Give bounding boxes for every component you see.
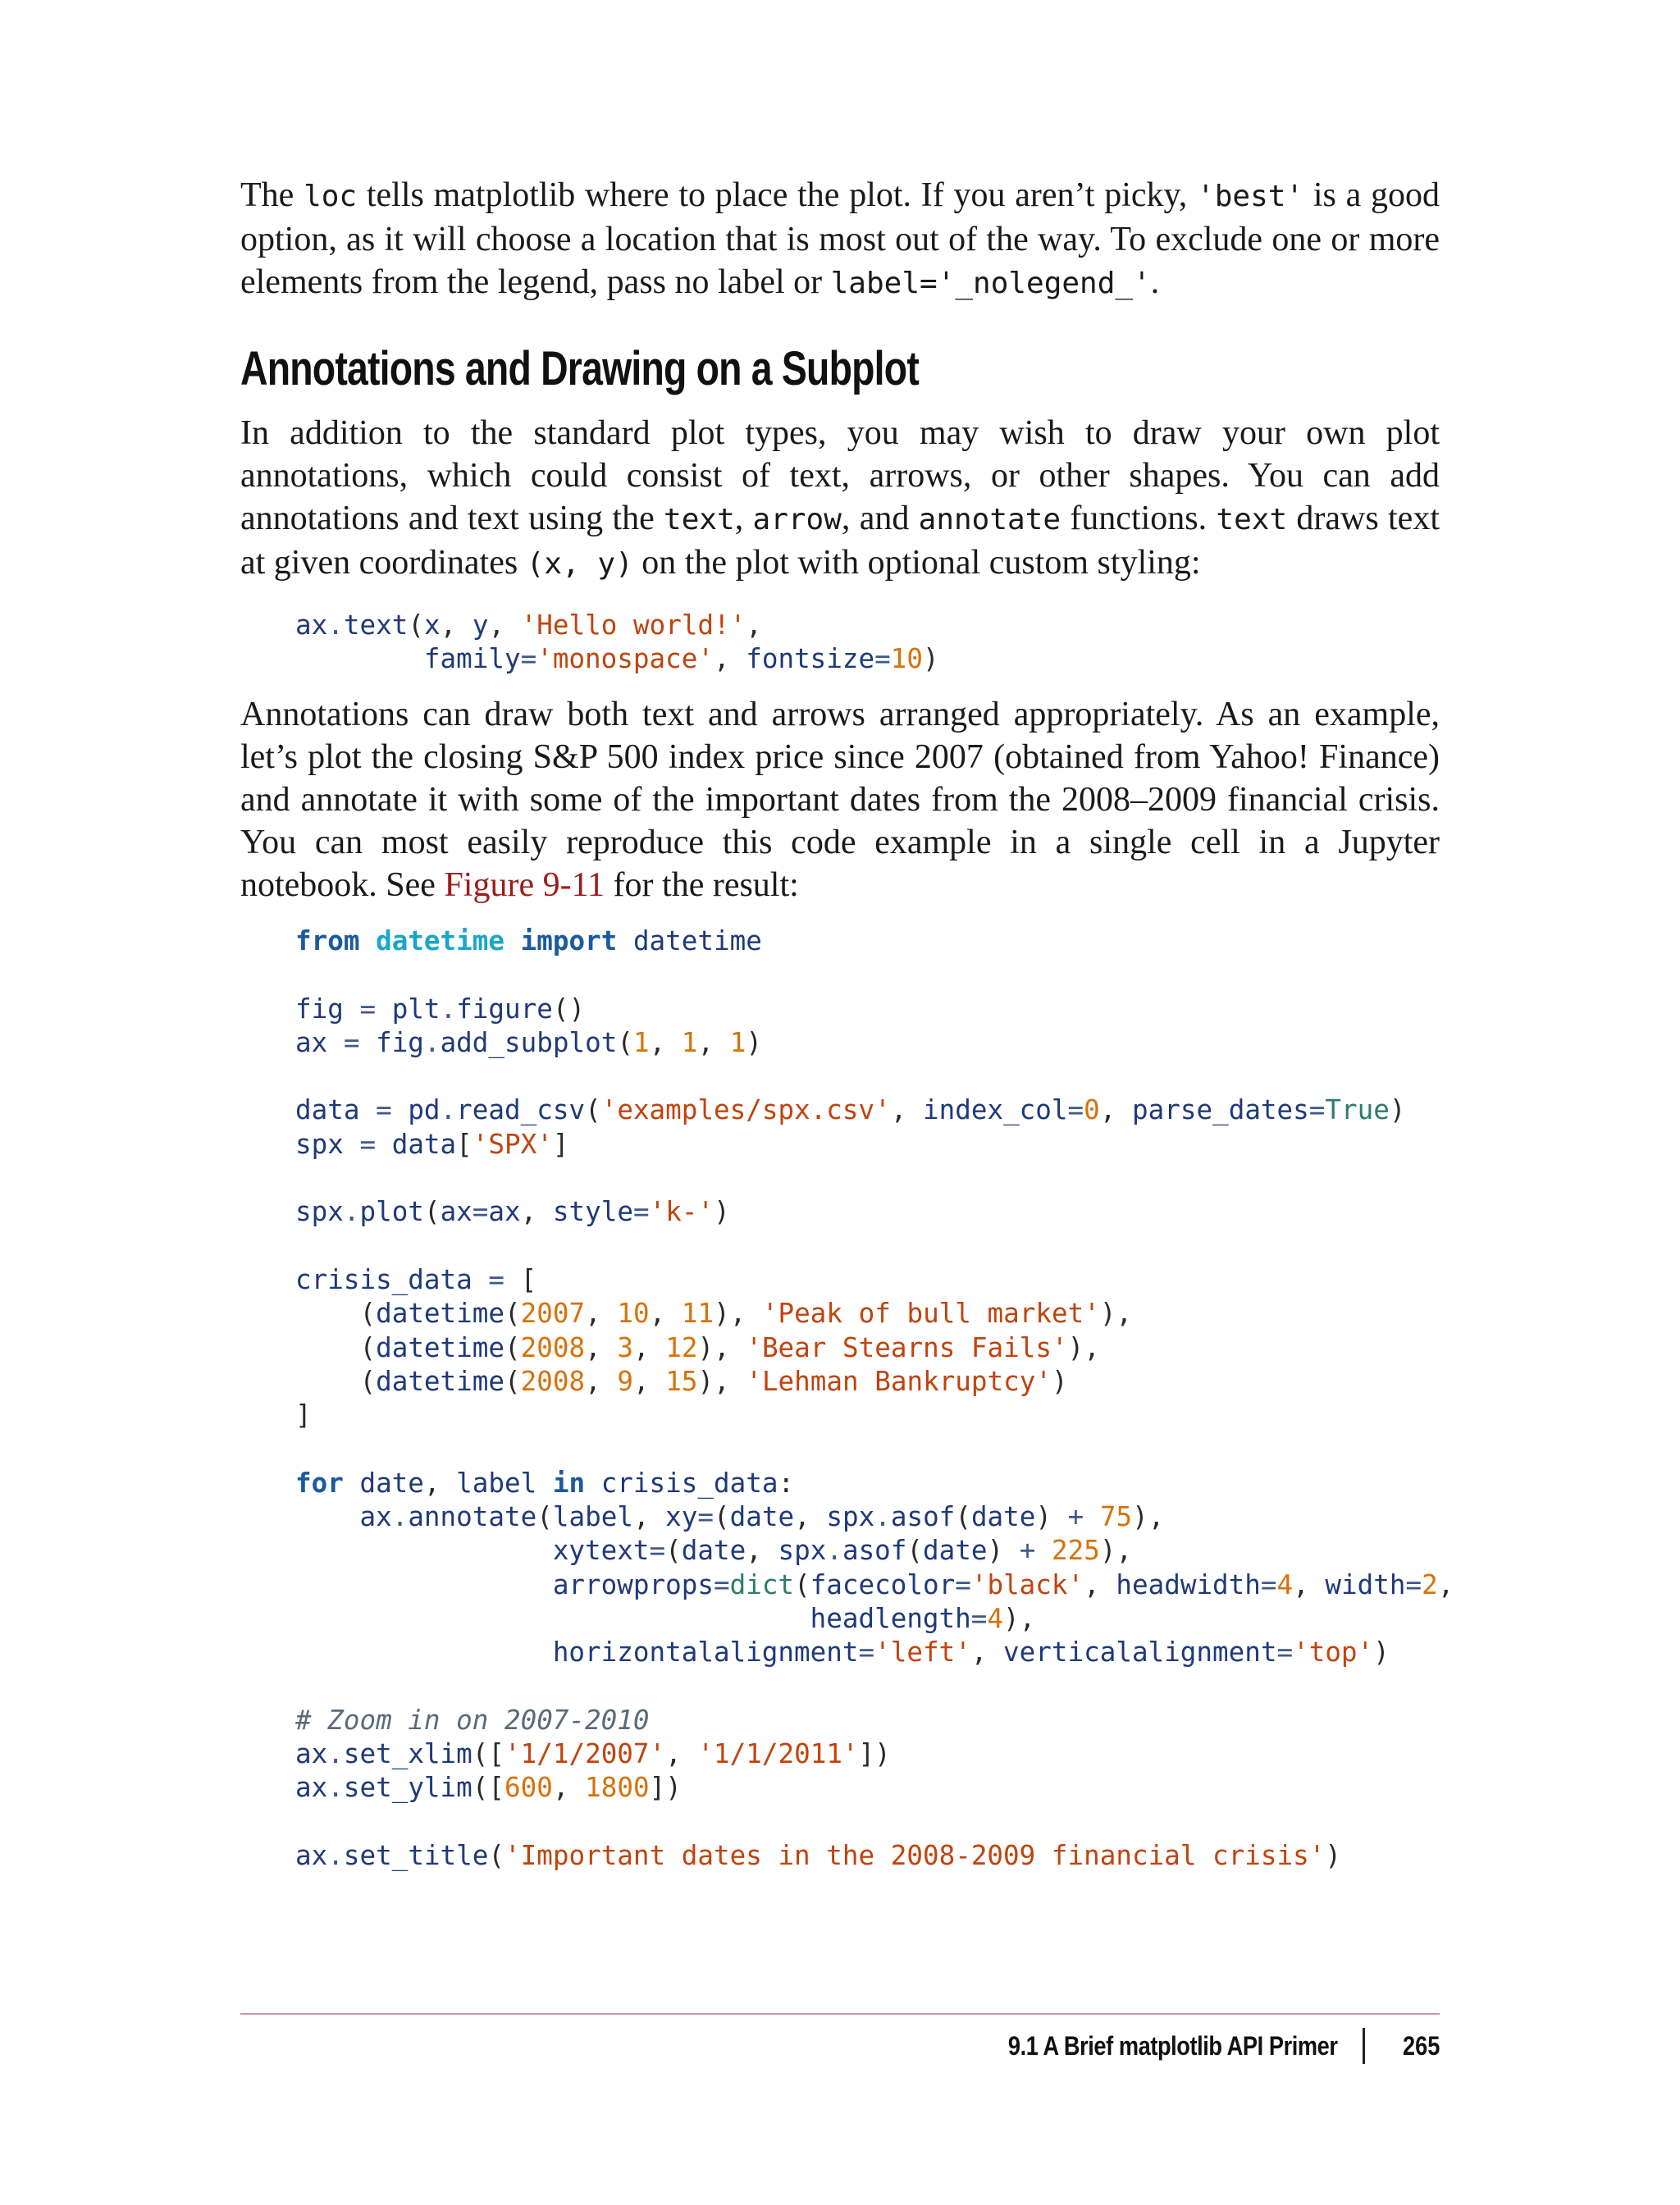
footer-rule [240,2013,1440,2015]
figure-9-11-link[interactable]: Figure 9-11 [444,866,605,904]
inline-code-loc: loc [304,180,358,213]
running-footer-title: 9.1 A Brief matplotlib API Primer [1007,2030,1338,2061]
page-footer [950,2023,1440,2069]
code-block-text-example: ax.text(x, y, 'Hello world!', family='monospace', fontsize=10) [295,609,939,675]
legend-loc-paragraph: The loc tells matplotlib where to place the plot. If you aren’t picky, 'best' is a good option, as it will choose a location that is most out of the way. To exclude one or more elements from the legend, pass no label or label='_nolegend_'. [240,176,1440,301]
inline-code-best: 'best' [1197,180,1304,213]
page-number: 265 [1402,2030,1440,2061]
annotations-intro-paragraph: In addition to the standard plot types, you may wish to draw your own plot annotations, which could consist of text, arrows, or other shapes. You can add annotations and text using the text, arrow, and annotate functions. text draws text at given coordinates (x, y) on the plot with optional custom styling: [240,414,1440,582]
inline-code-nolegend: label='_nolegend_' [830,267,1151,300]
section-heading: Annotations and Drawing on a Subplot [240,342,919,395]
code-block-spx-annotate: from datetime import datetime fig = plt.figure() ax = fig.add_subplot(1, 1, 1) data = pd.read_csv('examples/spx.csv', index_col=0, parse_dates=True) spx = data['SPX'] spx.plot(ax=ax, style='k-') crisis_data = [ (datetime(2007, 10, 11), 'Peak of bull market'), (datetime(2008, 3, 12), 'Bear Stearns Fails'), (datetime(2008, 9, 15), 'Lehman Bankruptcy') ] for date, label in crisis_data: ax.annotate(label, xy=(date, spx.asof(date) + 75), xytext=(date, spx.asof(date) + 225), arrowprops=dict(facecolor='black', headwidth=4, width=2, headlength=4), horizontalalignment='left', verticalalignment='top') # Zoom in on 2007-2010 ax.set_xlim(['1/1/2007', '1/1/2011']) ax.set_ylim([600, 1800]) ax.set_title('Important dates in the 2008-2009 financial crisis') [295,925,1454,1872]
spx-example-paragraph: Annotations can draw both text and arrows arranged appropriately. As an example, let’s plot the closing S&P 500 index price since 2007 (obtained from Yahoo! Finance) and annotate it with some of the important dates from the 2008–2009 financial crisis. You can most easily reproduce this code example in a single cell in a Jupyter notebook. See Figure 9-11 for the result: [240,696,1440,904]
footer-separator [1363,2028,1365,2064]
